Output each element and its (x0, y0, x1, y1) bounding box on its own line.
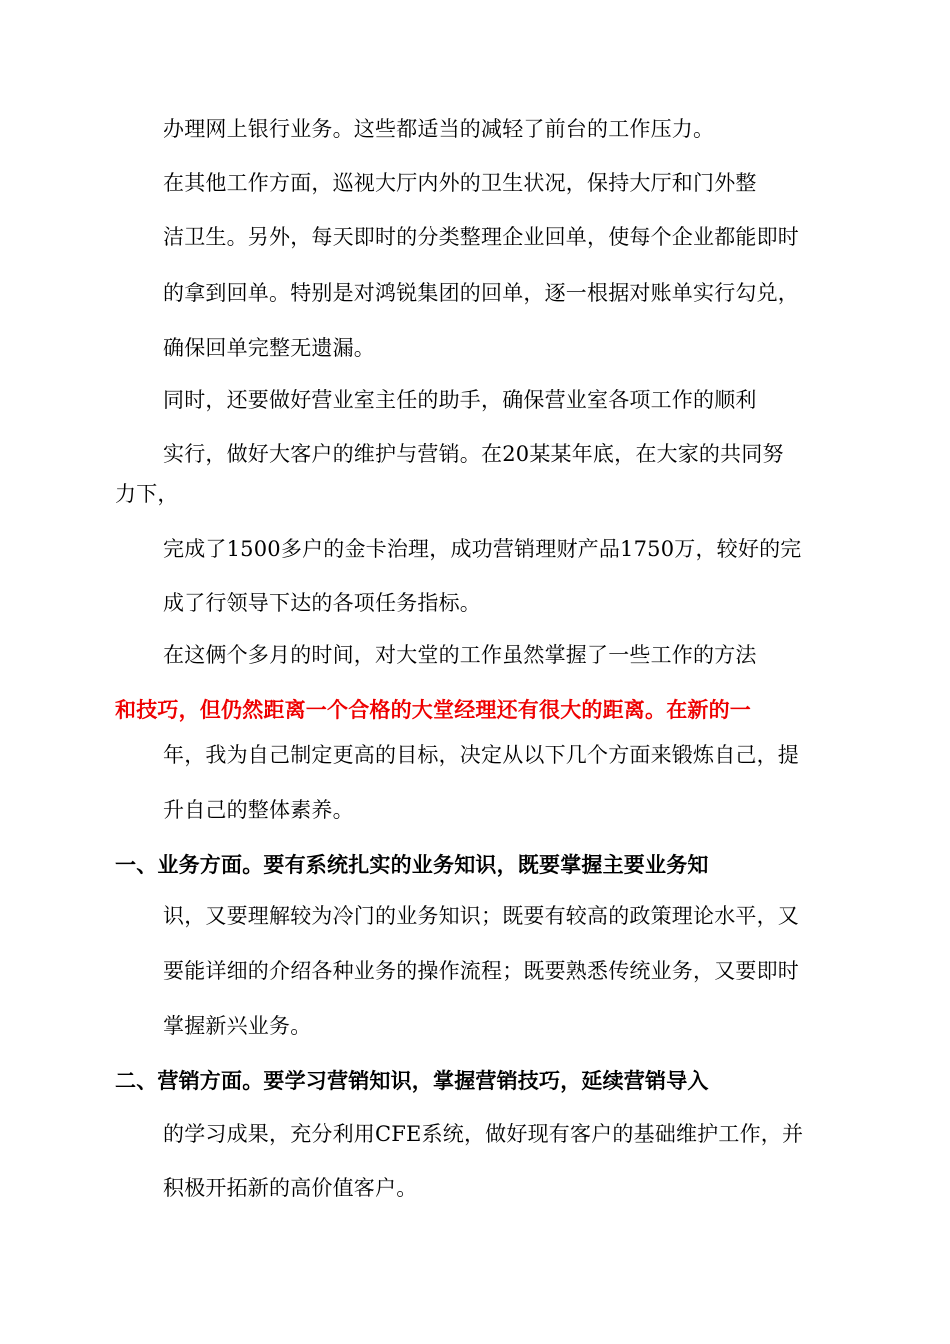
paragraph-line: 完成了1500多户的金卡治理，成功营销理财产品1750万，较好的完 (163, 537, 802, 561)
paragraph-line: 力下， (115, 482, 179, 506)
paragraph-line: 要能详细的介绍各种业务的操作流程；既要熟悉传统业务，又要即时 (163, 959, 799, 983)
paragraph-line: 的拿到回单。特别是对鸿锐集团的回单，逐一根据对账单实行勾兑， (163, 281, 799, 305)
paragraph-line: 升自己的整体素养。 (163, 798, 354, 822)
paragraph-line: 在这俩个多月的时间，对大堂的工作虽然掌握了一些工作的方法 (163, 643, 757, 667)
paragraph-line: 积极开拓新的高价值客户。 (163, 1176, 418, 1200)
paragraph-line: 实行，做好大客户的维护与营销。在20某某年底，在大家的共同努 (163, 442, 784, 466)
paragraph-line: 洁卫生。另外，每天即时的分类整理企业回单，使每个企业都能即时 (163, 225, 799, 249)
paragraph-line: 掌握新兴业务。 (163, 1014, 312, 1038)
paragraph-line: 年，我为自己制定更高的目标，决定从以下几个方面来锻炼自己，提 (163, 743, 799, 767)
paragraph-line: 同时，还要做好营业室主任的助手，确保营业室各项工作的顺利 (163, 388, 757, 412)
paragraph-line: 识，又要理解较为冷门的业务知识；既要有较高的政策理论水平，又 (163, 904, 799, 928)
paragraph-line: 在其他工作方面，巡视大厅内外的卫生状况，保持大厅和门外整 (163, 171, 757, 195)
highlighted-line: 和技巧，但仍然距离一个合格的大堂经理还有很大的距离。在新的一 (115, 698, 751, 722)
paragraph-line: 成了行领导下达的各项任务指标。 (163, 591, 481, 615)
section-heading-business: 一、业务方面。要有系统扎实的业务知识，既要掌握主要业务知 (115, 853, 709, 877)
paragraph-line: 确保回单完整无遗漏。 (163, 336, 375, 360)
paragraph-line: 的学习成果，充分利用CFE系统，做好现有客户的基础维护工作，并 (163, 1122, 804, 1146)
paragraph-line: 办理网上银行业务。这些都适当的减轻了前台的工作压力。 (163, 117, 715, 141)
section-heading-marketing: 二、营销方面。要学习营销知识，掌握营销技巧，延续营销导入 (115, 1069, 709, 1093)
